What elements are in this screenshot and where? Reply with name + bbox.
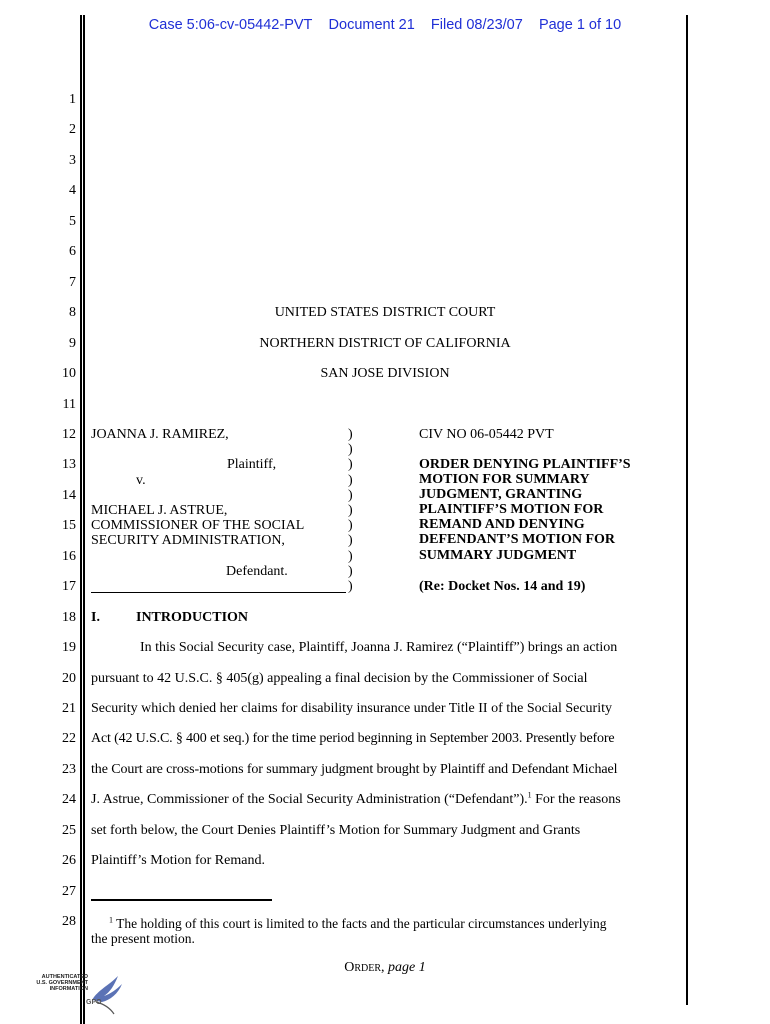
body-line: set forth below, the Court Denies Plaintiff’s Motion for Summary Judgment and Grants [91, 823, 581, 838]
order-title-line: SUMMARY JUDGMENT [419, 548, 577, 563]
court-name: UNITED STATES DISTRICT COURT [274, 305, 496, 320]
docket-reference: (Re: Docket Nos. 14 and 19) [419, 579, 586, 594]
line-number: 12 [62, 427, 76, 442]
logo-text-line: INFORMATION [49, 986, 88, 992]
right-margin-rule [686, 15, 688, 1005]
paren: ) [348, 564, 353, 579]
body-line [91, 792, 676, 808]
paren: ) [348, 549, 353, 564]
footnote-text: The holding of this court is limited to the facts and the particular circumstances underlying [113, 916, 607, 931]
order-title-line: JUDGMENT, GRANTING [419, 487, 583, 502]
line-number: 26 [62, 853, 76, 868]
court-division: SAN JOSE DIVISION [320, 366, 450, 381]
logo-text-line: U.S. GOVERNMENT [36, 980, 88, 986]
line-number: 6 [69, 244, 76, 259]
left-margin-rule-outer [80, 15, 82, 1024]
line-number: 27 [62, 884, 76, 899]
line-number: 11 [62, 397, 76, 412]
line-number: 16 [62, 549, 76, 564]
plaintiff-role: Plaintiff, [227, 457, 277, 472]
line-number: 24 [62, 792, 76, 807]
paren: ) [348, 488, 353, 503]
body-line: pursuant to 42 U.S.C. § 405(g) appealing a final decision by the Commissioner of Social [91, 671, 588, 686]
header-document-number: Document 21 [328, 17, 415, 33]
paren: ) [348, 579, 353, 594]
defendant-name: MICHAEL J. ASTRUE, [91, 503, 228, 518]
line-number: 18 [62, 610, 76, 625]
footnote-line [109, 916, 607, 932]
gpo-label: GPO [86, 999, 102, 1006]
header-filed-date: Filed 08/23/07 [430, 17, 523, 33]
defendant-role: Defendant. [226, 564, 288, 579]
line-number: 28 [62, 914, 76, 929]
line-number: 21 [62, 701, 76, 716]
paren: ) [348, 457, 353, 472]
body-line: the Court are cross-motions for summary judgment brought by Plaintiff and Defendant Michael [91, 762, 618, 777]
paren: ) [348, 518, 353, 533]
line-number: 5 [69, 214, 76, 229]
order-title-line: PLAINTIFF’S MOTION FOR [419, 502, 604, 517]
body-line: Plaintiff’s Motion for Remand. [91, 853, 265, 868]
footnote-marker: 1 [109, 915, 113, 925]
section-number: I. [91, 610, 100, 625]
gpo-authentication-logo [36, 970, 132, 1016]
order-title-line: REMAND AND DENYING [419, 517, 585, 532]
line-number: 9 [69, 336, 76, 351]
footnote-reference[interactable]: 1 [527, 790, 532, 800]
plaintiff-name: JOANNA J. RAMIREZ, [91, 427, 229, 442]
section-title: INTRODUCTION [136, 610, 249, 625]
footer-label: Order [344, 960, 382, 975]
header-case-number: Case 5:06-cv-05442-PVT [148, 17, 313, 33]
line-number: 3 [69, 153, 76, 168]
line-number: 25 [62, 823, 76, 838]
line-number: 4 [69, 183, 76, 198]
logo-text-line: AUTHENTICATED [41, 974, 88, 980]
body-line: In this Social Security case, Plaintiff, Joanna J. Ramirez (“Plaintiff”) brings an action [140, 640, 618, 655]
paren: ) [348, 503, 353, 518]
caption-underline [91, 592, 346, 593]
header-page-number: Page 1 of 10 [538, 17, 622, 33]
line-number: 1 [69, 92, 76, 107]
footnote-separator [91, 899, 272, 901]
line-number: 10 [62, 366, 76, 381]
logo-text [36, 974, 88, 992]
order-title-line: DEFENDANT’S MOTION FOR [419, 532, 616, 547]
line-number: 15 [62, 518, 76, 533]
line-number: 14 [62, 488, 76, 503]
defendant-title: COMMISSIONER OF THE SOCIAL [91, 518, 305, 533]
line-number: 23 [62, 762, 76, 777]
line-number: 8 [69, 305, 76, 320]
body-line: Act (42 U.S.C. § 400 et seq.) for the time period beginning in September 2003. Presently before [91, 731, 615, 746]
eagle-icon [84, 970, 130, 1016]
footnote-text: the present motion. [91, 931, 195, 946]
page-footer: Order, page 1 [344, 960, 426, 975]
document-header [0, 17, 770, 33]
body-text: J. Astrue, Commissioner of the Social Security Administration (“Defendant”). [91, 792, 528, 807]
footer-page: page 1 [388, 960, 426, 975]
paren: ) [348, 533, 353, 548]
paren: ) [348, 427, 353, 442]
body-text: For the reasons [531, 792, 621, 807]
left-margin-rule-inner [83, 15, 85, 1024]
line-number: 13 [62, 457, 76, 472]
line-number: 20 [62, 671, 76, 686]
case-number: CIV NO 06-05442 PVT [419, 427, 554, 442]
line-number: 22 [62, 731, 76, 746]
order-title-line: ORDER DENYING PLAINTIFF’S [419, 457, 631, 472]
line-number: 17 [62, 579, 76, 594]
versus: v. [136, 473, 146, 488]
defendant-title: SECURITY ADMINISTRATION, [91, 533, 285, 548]
court-district: NORTHERN DISTRICT OF CALIFORNIA [259, 336, 511, 351]
line-number: 19 [62, 640, 76, 655]
order-title-line: MOTION FOR SUMMARY [419, 472, 590, 487]
body-line: Security which denied her claims for disability insurance under Title II of the Social Security [91, 701, 612, 716]
paren: ) [348, 442, 353, 457]
line-number: 2 [69, 122, 76, 137]
line-number: 7 [69, 275, 76, 290]
paren: ) [348, 473, 353, 488]
